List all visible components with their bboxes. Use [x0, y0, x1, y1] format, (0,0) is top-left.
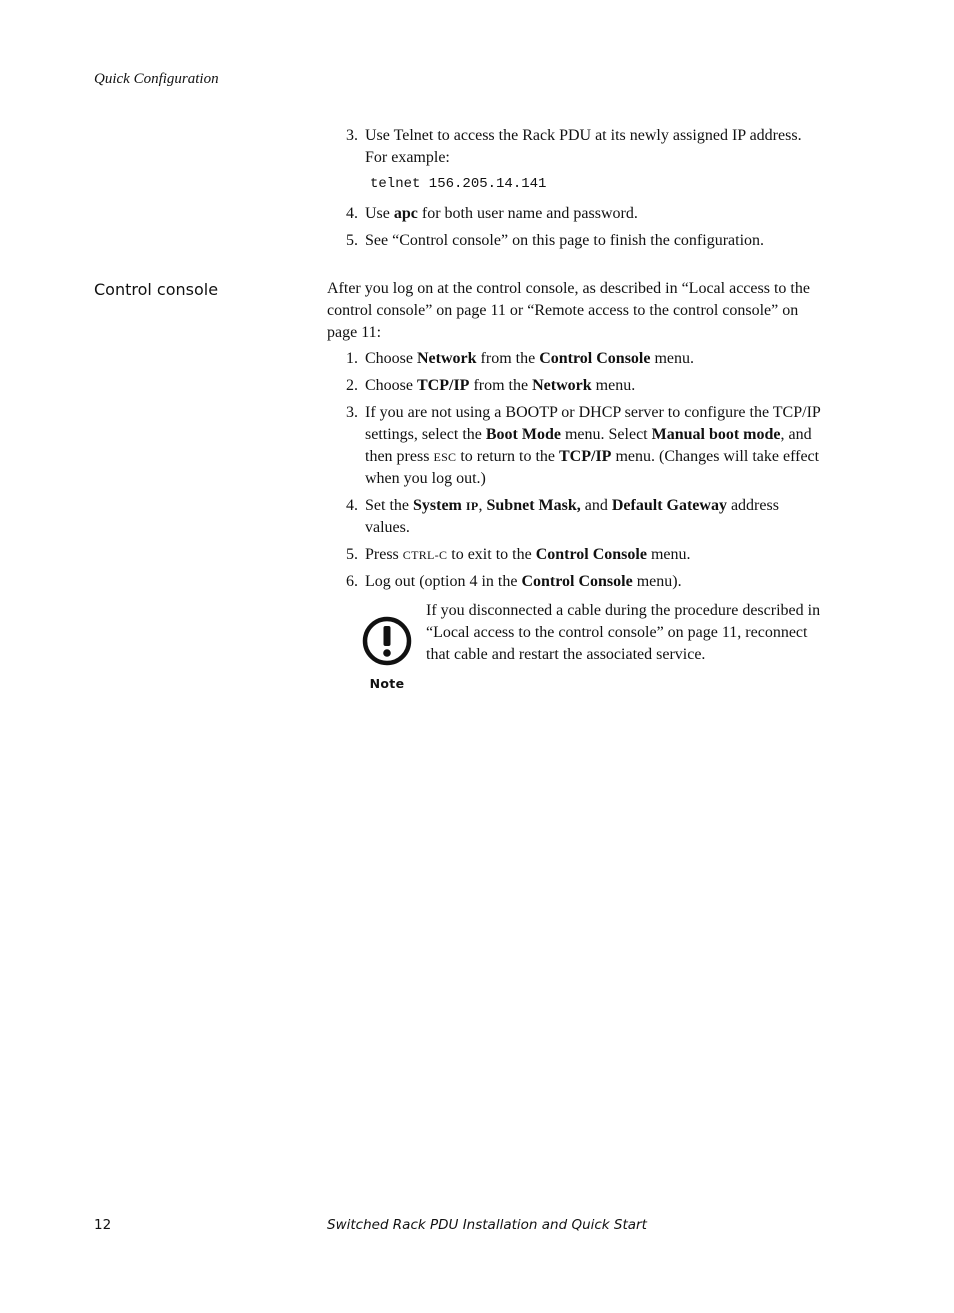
telnet-command-example: telnet 156.205.14.141 [370, 176, 547, 192]
step-bold-term: Control Console [539, 350, 651, 367]
step-text: Choose [365, 350, 417, 367]
step-number: 6. [346, 573, 358, 590]
step-text: Log out (option 4 in the [365, 573, 522, 590]
step-bold-term: Control Console [535, 546, 647, 563]
step-text: from the [476, 350, 540, 367]
list-item [327, 544, 822, 566]
footer-doc-title: Switched Rack PDU Installation and Quick Start [327, 1217, 647, 1233]
step-bold-term: apc [393, 205, 418, 222]
step-text: from the [469, 377, 533, 394]
intro-paragraph: After you log on at the control console, as described in “Local access to the control console” on page 11 or “Remote access to the control console” on page 11: [327, 280, 810, 341]
step-bold-term: Control Console [521, 573, 633, 590]
step-number: 3. [346, 127, 358, 144]
list-item [327, 203, 822, 225]
step-number: 5. [346, 232, 358, 249]
step-number: 1. [346, 350, 358, 367]
step-number: 3. [346, 404, 358, 421]
step-text: to return to the [456, 448, 559, 465]
step-text: Choose [365, 377, 417, 394]
step-text: menu. Select [560, 426, 652, 443]
step-bold-term: IP [465, 499, 479, 513]
list-item [327, 375, 822, 397]
step-bold-term: Network [417, 350, 477, 367]
step-text: See “Control console” on this page to finish the configuration. [365, 232, 765, 249]
step-text: menu. [650, 350, 695, 367]
step-bold-term: TCP/IP [417, 377, 470, 394]
step-text: for both user name and password. [417, 205, 638, 222]
step-text: , and then press [365, 426, 812, 465]
step-number: 4. [346, 205, 358, 222]
key-name: ESC [433, 450, 457, 464]
note-label: Note [369, 676, 405, 691]
page-number: 12 [94, 1217, 112, 1233]
step-text: address values. [365, 497, 779, 536]
step-text: menu. (Changes will take effect when you log out.) [365, 448, 820, 487]
section-heading-control-console: Control console [94, 280, 219, 299]
step-text: to exit to the [447, 546, 536, 563]
list-item [327, 230, 822, 252]
list-item [327, 402, 822, 490]
step-number: 4. [346, 497, 358, 514]
telnet-steps-section [327, 125, 822, 257]
step-text: menu). [632, 573, 682, 590]
step-bold-term: Network [532, 377, 592, 394]
note-text: If you disconnected a cable during the procedure described in “Local access to the control console” on page 11, reconnect that cable and restart the associated service. [426, 602, 821, 663]
step-text: menu. [646, 546, 691, 563]
step-bold-term: Manual boot mode [651, 426, 781, 443]
list-item [327, 571, 822, 593]
list-item [327, 125, 822, 169]
list-item [327, 495, 822, 539]
step-text: Press [365, 546, 403, 563]
step-number: 2. [346, 377, 358, 394]
note-icon-group [361, 616, 413, 691]
note-callout [327, 600, 822, 691]
telnet-steps-list-cont [327, 203, 822, 252]
step-bold-term: Subnet Mask, [486, 497, 581, 514]
step-bold-term: System [413, 497, 466, 514]
step-text: If you are not using a BOOTP or DHCP server to configure the TCP/IP settings, select the [365, 404, 821, 443]
step-text: menu. [591, 377, 636, 394]
step-number: 5. [346, 546, 358, 563]
step-bold-term: Default Gateway [611, 497, 727, 514]
step-text: , [478, 497, 487, 514]
control-console-section [327, 278, 822, 691]
key-name: CTRL-C [402, 548, 448, 562]
step-text: and [580, 497, 612, 514]
step-text: Use Telnet to access the Rack PDU at its newly assigned IP address. For example: [365, 127, 802, 166]
step-text: Set the [365, 497, 413, 514]
control-console-steps-list [327, 348, 822, 593]
step-bold-term: Boot Mode [485, 426, 561, 443]
running-head: Quick Configuration [94, 71, 219, 87]
step-bold-term: TCP/IP [559, 448, 612, 465]
exclamation-circle-icon [362, 616, 412, 666]
list-item [327, 348, 822, 370]
telnet-steps-list [327, 125, 822, 169]
step-text: Use [365, 205, 394, 222]
